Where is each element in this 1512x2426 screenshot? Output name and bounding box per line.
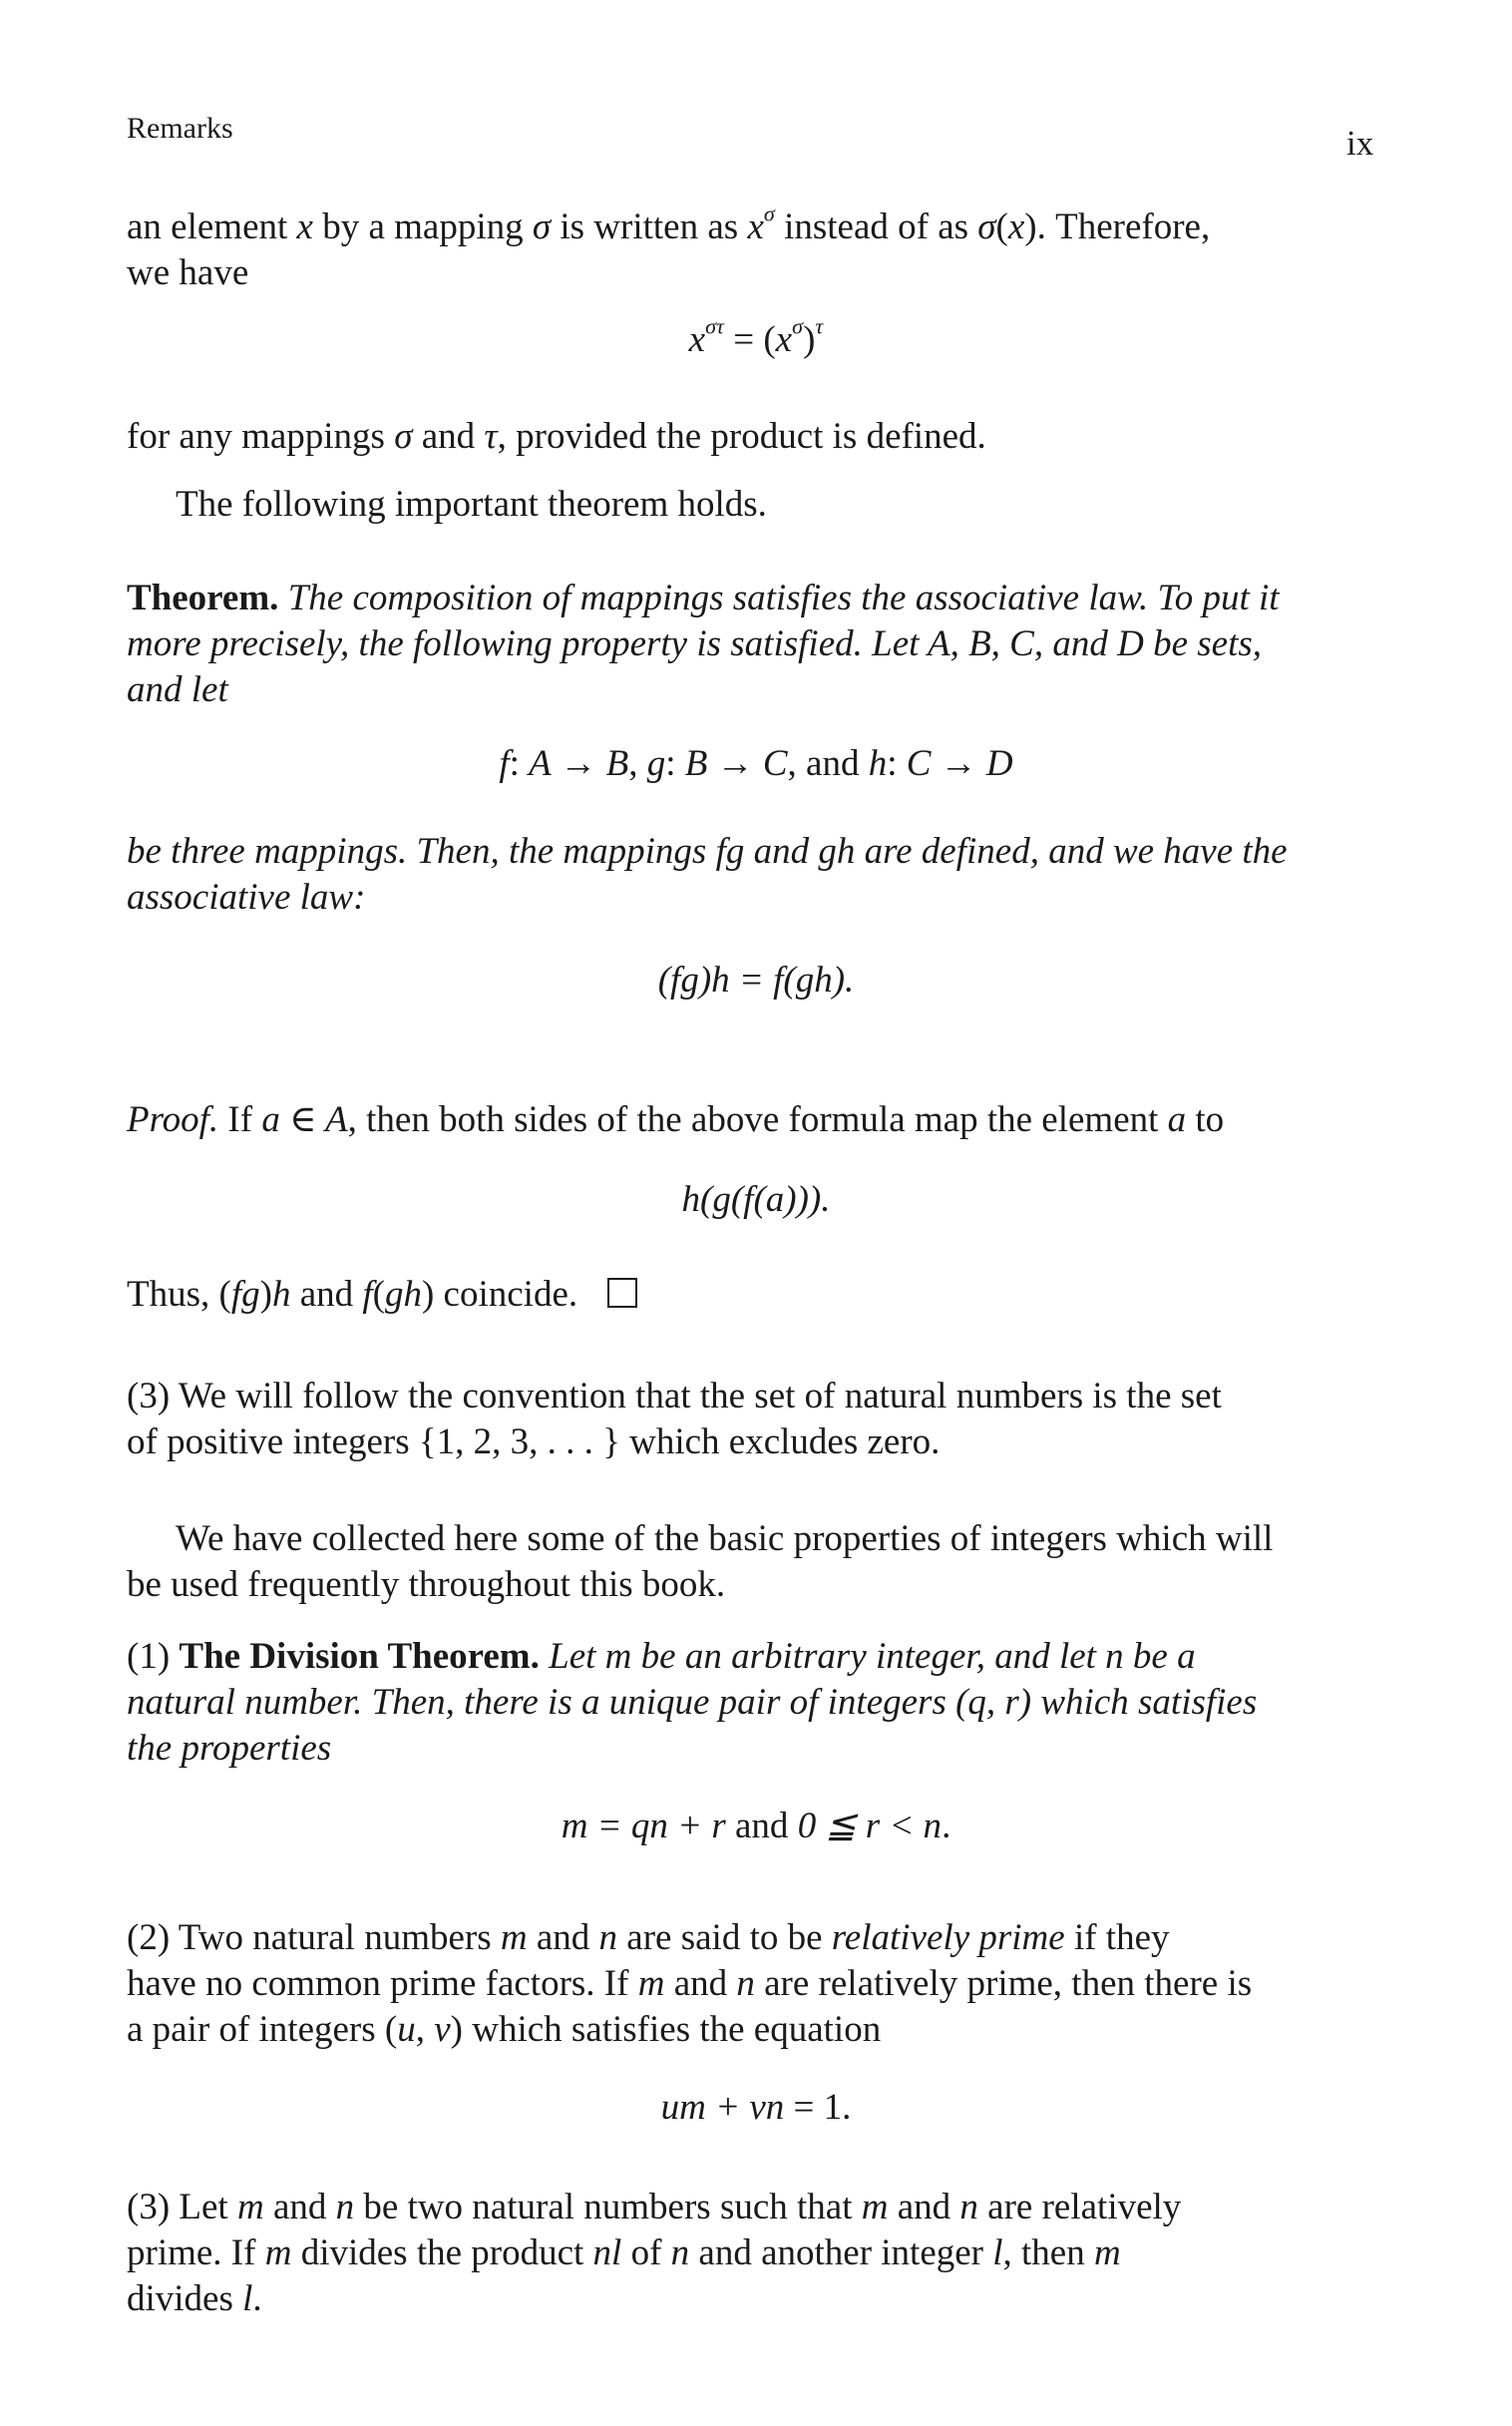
paragraph-line: (3) We will follow the convention that the set of natural numbers is the set bbox=[127, 1376, 1222, 1416]
paragraph-line: The following important theorem holds. bbox=[176, 484, 767, 525]
proof-line: Proof. If a ∈ A, then both sides of the above formula map the element a to bbox=[127, 1099, 1225, 1140]
paragraph-line: have no common prime factors. If m and n are relatively prime, then there is bbox=[127, 1963, 1253, 2004]
proof-line: Thus, (fg)h and f(gh) coincide. bbox=[127, 1272, 637, 1318]
paragraph-line: we have bbox=[127, 252, 249, 293]
paragraph-line: (3) Let m and n be two natural numbers such that m and n are relatively bbox=[127, 2187, 1182, 2227]
equation-division: m = qn + r and 0 ≦ r < n. bbox=[561, 1806, 951, 1846]
equation-associative: (fg)h = f(gh). bbox=[657, 960, 855, 1001]
equation-composition: $x^{\sigma\tau} = (x^\sigma)^\tau$ bbox=[688, 313, 824, 360]
paragraph-line: divides l. bbox=[127, 2278, 262, 2319]
theorem-line: and let bbox=[127, 669, 228, 710]
paragraph-line: an element x by a mapping σ is written as $x^\sigma$ instead of as σ(x). Therefore, bbox=[127, 201, 1211, 247]
paragraph-line: a pair of integers (u, v) which satisfies the equation bbox=[127, 2009, 882, 2050]
paragraph-line: prime. If m divides the product nl of n and another integer l, then m bbox=[127, 2232, 1121, 2273]
theorem-line: natural number. Then, there is a unique pair of integers (q, r) which satisfies bbox=[127, 1682, 1258, 1723]
theorem-line: (1) The Division Theorem. Let m be an arbitrary integer, and let n be a bbox=[127, 1636, 1196, 1677]
paragraph-line: be used frequently throughout this book. bbox=[127, 1564, 726, 1605]
paragraph-line: for any mappings σ and τ, provided the product is defined. bbox=[127, 416, 986, 457]
theorem-line: Theorem. The composition of mappings satisfies the associative law. To put it bbox=[127, 578, 1280, 618]
paragraph-line: We have collected here some of the basic properties of integers which will bbox=[176, 1518, 1274, 1559]
equation-bezout: um + vn = 1. bbox=[660, 2087, 852, 2128]
theorem-line: associative law: bbox=[127, 877, 366, 918]
paragraph-line: of positive integers {1, 2, 3, . . . } which excludes zero. bbox=[127, 1421, 941, 1462]
running-header: Remarks bbox=[127, 112, 233, 145]
paragraph-line: (2) Two natural numbers m and n are said to be relatively prime if they bbox=[127, 1917, 1170, 1958]
theorem-line: the properties bbox=[127, 1728, 332, 1769]
equation-mappings: f: A → B, g: B → C, and h: C → D bbox=[499, 743, 1013, 784]
theorem-line: be three mappings. Then, the mappings fg and gh are defined, and we have the bbox=[127, 831, 1288, 872]
qed-box-icon bbox=[607, 1278, 637, 1308]
theorem-line: more precisely, the following property is satisfied. Let A, B, C, and D be sets, bbox=[127, 623, 1263, 664]
page-number: ix bbox=[1346, 124, 1374, 163]
equation-image: h(g(f(a))). bbox=[681, 1179, 831, 1220]
